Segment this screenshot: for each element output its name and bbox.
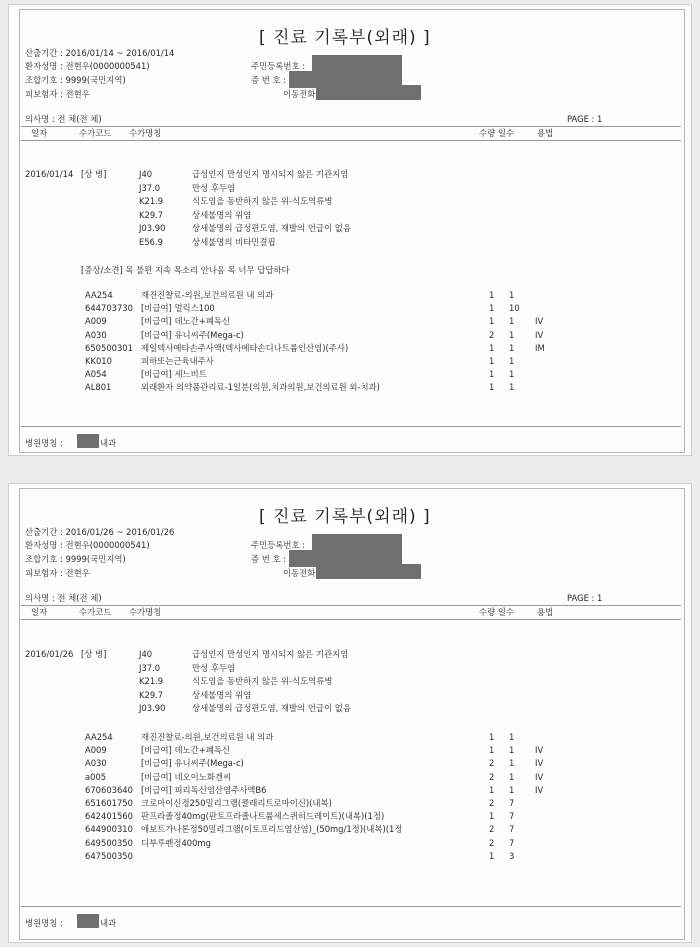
- item-code: A054: [85, 369, 107, 380]
- item-qty: 1: [489, 356, 495, 366]
- item-qty: 2: [489, 837, 495, 848]
- diagnosis-name: 급성인지 만성인지 명시되지 않은 기관지염: [192, 649, 349, 659]
- footer-rule: [21, 426, 681, 427]
- doctor-name: 의사명 : 전 체(전 체): [25, 114, 102, 124]
- diagnosis-code: J40: [139, 649, 153, 659]
- item-name: 제일덱사메타손주사액(덱사메타손디나트륨인산염)(주사): [141, 342, 349, 353]
- item-code: AA254: [85, 290, 113, 300]
- item-name: 디부루펜정400mg: [141, 837, 211, 848]
- mobile-label: 이동전화: [283, 89, 316, 99]
- item-qty: 2: [489, 758, 495, 769]
- item-qty: 1: [489, 342, 495, 353]
- diagnosis-code: K29.7: [139, 689, 164, 700]
- visit-date: 2016/01/14: [25, 169, 74, 179]
- diagnosis-code: J37.0: [139, 662, 161, 673]
- col-qty-days: 수량 일수: [479, 128, 515, 138]
- item-name: [비급여] 세느비트: [141, 369, 207, 380]
- item-name: [비급여] 멀릭스100: [141, 303, 215, 314]
- symptom-note: [증상/소견] 목 불편 지속 목소리 안나옴 목 너무 답답하다: [81, 265, 290, 275]
- diagnosis-name: 상세불명의 위염: [192, 689, 252, 700]
- item-code: A009: [85, 316, 107, 327]
- item-qty: 2: [489, 798, 495, 808]
- insurance-code: 조합기호 : 9999(국민지역): [25, 75, 126, 85]
- diagnosis-code: J03.90: [139, 223, 166, 233]
- item-qty: 1: [489, 784, 495, 795]
- patient-name: 환자성명 : 전현우(0000000541): [25, 540, 150, 550]
- item-code: 649500350: [85, 837, 133, 848]
- item-days: 7: [509, 837, 515, 848]
- item-qty: 1: [489, 745, 495, 756]
- clinic-label: 병원명칭 :: [25, 438, 63, 448]
- item-days: 7: [509, 824, 515, 835]
- item-qty: 1: [489, 316, 495, 327]
- insurance-code: 조합기호 : 9999(국민지역): [25, 554, 126, 564]
- item-code: A030: [85, 758, 107, 769]
- period-label: 산출기간 : 2016/01/26 ~ 2016/01/26: [25, 527, 175, 537]
- item-usage: IV: [535, 329, 544, 340]
- clinic-suffix: 내과: [100, 918, 117, 928]
- item-days: 1: [509, 369, 515, 380]
- item-usage: IV: [535, 316, 544, 327]
- insured-name: 피보험자 : 전현우: [25, 89, 90, 99]
- item-usage: IV: [535, 745, 544, 756]
- record-page-1: [8, 4, 692, 456]
- item-days: 10: [509, 303, 520, 314]
- item-name: 애보트가나톤정50밀리그램(이토프리드염산염)_(50mg/1정)(내복)(1정: [141, 824, 403, 835]
- item-usage: IV: [535, 771, 544, 782]
- item-days: 1: [509, 316, 515, 327]
- diagnosis-code: K29.7: [139, 209, 164, 220]
- record-title: [ 진료 기록부(외래) ]: [259, 507, 431, 527]
- page-number: PAGE : 1: [567, 593, 603, 603]
- diagnosis-code: J40: [139, 169, 153, 179]
- item-code: 670603640: [85, 784, 133, 795]
- diagnosis-name: 만성 후두염: [192, 662, 236, 673]
- visit-date: 2016/01/26: [25, 649, 74, 659]
- header-rule-bottom: [21, 140, 681, 141]
- diagnosis-name: 상세불명의 급성편도염, 재발의 언급이 없음: [192, 223, 351, 233]
- item-usage: IV: [535, 784, 544, 795]
- item-qty: 1: [489, 732, 495, 742]
- diagnosis-code: K21.9: [139, 676, 164, 686]
- item-days: 7: [509, 798, 515, 808]
- redacted-resident-no: [312, 55, 402, 72]
- item-qty: 1: [489, 369, 495, 380]
- item-name: [비급여] 네오이노화겐씨: [141, 771, 232, 782]
- item-code: A030: [85, 329, 107, 340]
- item-usage: IM: [535, 342, 545, 353]
- redacted-clinic-name: [77, 434, 99, 448]
- col-name: 수가명칭: [129, 128, 162, 138]
- header-rule-top: [21, 126, 681, 127]
- diagnosis-label: [상 병]: [81, 649, 107, 659]
- item-days: 1: [509, 732, 515, 742]
- item-code: 644900310: [85, 824, 133, 835]
- item-days: 1: [509, 745, 515, 756]
- clinic-suffix: 내과: [100, 438, 117, 448]
- diagnosis-name: 상세불명의 위염: [192, 209, 252, 220]
- item-qty: 1: [489, 303, 495, 314]
- item-code: A009: [85, 745, 107, 756]
- col-usage: 용법: [537, 607, 554, 617]
- item-code: 642401560: [85, 811, 133, 822]
- item-days: 7: [509, 811, 515, 822]
- item-code: 644703730: [85, 303, 133, 314]
- item-name: 재진진찰료-의원,보건의료원 내 의과: [141, 290, 274, 300]
- page-number: PAGE : 1: [567, 114, 603, 124]
- item-days: 1: [509, 771, 515, 782]
- period-label: 산출기간 : 2016/01/14 ~ 2016/01/14: [25, 48, 175, 58]
- item-qty: 1: [489, 290, 495, 300]
- item-code: a005: [85, 771, 107, 782]
- item-name: 피하또는근육내주사: [141, 356, 214, 366]
- diagnosis-code: J37.0: [139, 182, 161, 193]
- diagnosis-name: 식도염을 동반하지 않은 위-식도역류병: [192, 676, 333, 686]
- diagnosis-name: 상세불명의 비타민결핍: [192, 236, 276, 247]
- item-code: 651601750: [85, 798, 133, 808]
- item-days: 3: [509, 850, 515, 861]
- item-qty: 1: [489, 850, 495, 861]
- redacted-phone: [316, 564, 421, 579]
- record-page-2: [8, 483, 692, 943]
- record-title: [ 진료 기록부(외래) ]: [259, 28, 431, 48]
- redacted-resident-no: [312, 534, 402, 551]
- col-code: 수가코드: [79, 128, 112, 138]
- item-days: 1: [509, 784, 515, 795]
- redacted-clinic-name: [77, 914, 99, 928]
- item-name: [비급여] 유니씨주(Mega-c): [141, 329, 244, 340]
- item-name: 크로마이신정250밀리그램(클래리트로마이신)(내복): [141, 798, 332, 808]
- item-code: AA254: [85, 732, 113, 742]
- item-usage: IV: [535, 758, 544, 769]
- item-code: 650500301: [85, 342, 133, 353]
- item-days: 1: [509, 290, 515, 300]
- diagnosis-code: J03.90: [139, 703, 166, 713]
- item-days: 1: [509, 356, 515, 366]
- item-days: 1: [509, 382, 515, 393]
- diagnosis-name: 급성인지 만성인지 명시되지 않은 기관지염: [192, 169, 349, 179]
- diagnosis-code: K21.9: [139, 196, 164, 206]
- item-code: AL801: [85, 382, 112, 393]
- item-qty: 1: [489, 811, 495, 822]
- diagnosis-name: 만성 후두염: [192, 182, 236, 193]
- item-code: KK010: [85, 356, 112, 366]
- footer-rule: [21, 906, 681, 907]
- col-name: 수가명칭: [129, 607, 162, 617]
- col-qty-days: 수량 일수: [479, 607, 515, 617]
- col-code: 수가코드: [79, 607, 112, 617]
- patient-name: 환자성명 : 전현우(0000000541): [25, 61, 150, 71]
- diagnosis-code: E56.9: [139, 236, 163, 247]
- item-name: [비급여] 유니씨주(Mega-c): [141, 758, 244, 769]
- item-qty: 1: [489, 382, 495, 393]
- item-code: 647500350: [85, 850, 133, 861]
- resident-no-label: 주민등록번호 :: [251, 540, 306, 550]
- redacted-phone: [316, 85, 421, 100]
- mobile-label: 이동전화: [283, 568, 316, 578]
- item-days: 1: [509, 342, 515, 353]
- header-rule-bottom: [21, 619, 681, 620]
- item-name: 재진진찰료-의원,보건의료원 내 의과: [141, 732, 274, 742]
- col-date: 일자: [31, 128, 48, 138]
- item-qty: 2: [489, 771, 495, 782]
- item-name: [비급여] 데노간+폐독신: [141, 745, 231, 756]
- col-date: 일자: [31, 607, 48, 617]
- item-name: [비급여] 피리독신염산염주사액B6: [141, 784, 267, 795]
- item-name: 외래환자 의약품관리료-1일분(의원,치과의원,보건의료원 외-치과): [141, 382, 380, 393]
- insured-name: 피보험자 : 전현우: [25, 568, 90, 578]
- item-name: 판프라졸정40mg(판토프라졸나트륨세스퀴히드레이트)(내복)(1정): [141, 811, 385, 822]
- doctor-name: 의사명 : 전 체(전 체): [25, 593, 102, 603]
- resident-no-label: 주민등록번호 :: [251, 61, 306, 71]
- cert-no-label: 증 번 호 :: [251, 554, 287, 564]
- diagnosis-name: 상세불명의 급성편도염, 재발의 언급이 없음: [192, 703, 351, 713]
- col-usage: 용법: [537, 128, 554, 138]
- item-name: [비급여] 데노간+폐독신: [141, 316, 231, 327]
- diagnosis-label: [상 병]: [81, 169, 107, 179]
- item-days: 1: [509, 758, 515, 769]
- item-qty: 2: [489, 824, 495, 835]
- clinic-label: 병원명칭 :: [25, 918, 63, 928]
- item-days: 1: [509, 329, 515, 340]
- cert-no-label: 증 번 호 :: [251, 75, 287, 85]
- item-qty: 2: [489, 329, 495, 340]
- header-rule-top: [21, 605, 681, 606]
- diagnosis-name: 식도염을 동반하지 않은 위-식도역류병: [192, 196, 333, 206]
